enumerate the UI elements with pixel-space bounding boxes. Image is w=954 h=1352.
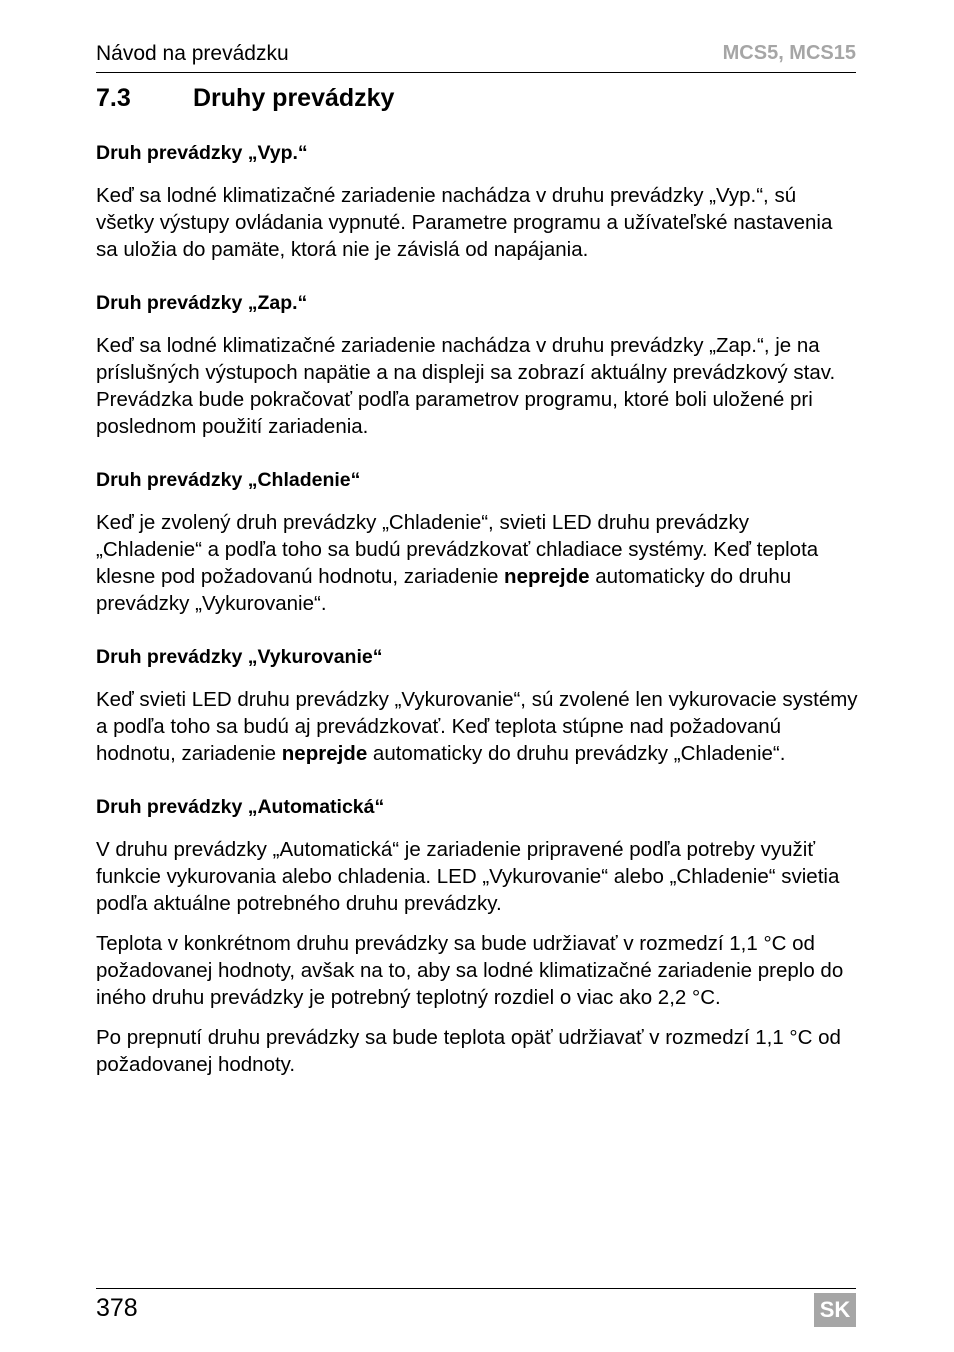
mode-paragraph: Po prepnutí druhu prevádzky sa bude teplota opäť udržiavať v rozmedzí 1,1 °C od požadovanej hodnoty. — [96, 1026, 841, 1076]
mode-paragraph — [96, 509, 858, 617]
page-number: 378 — [96, 1294, 138, 1322]
language-badge: SK — [814, 1293, 856, 1327]
page-content — [96, 84, 858, 1106]
emphasis-text: neprejde — [281, 742, 368, 765]
mode-block-on — [96, 291, 858, 440]
mode-block-cooling — [96, 468, 858, 617]
paragraph-text: automaticky do druhu prevádzky „Vykurovanie“. — [96, 565, 792, 615]
mode-block-heating — [96, 645, 858, 767]
emphasis-text: neprejde — [504, 565, 590, 588]
mode-paragraph: Keď sa lodné klimatizačné zariadenie nachádza v druhu prevádzky „Zap.“, je na príslušných výstupoch napätie a na displeji sa zobrazí aktuálny prevádzkový stav. Prevádzka bude pokračovať podľa parametrov programu, ktoré boli uložené pri poslednom použití zariadenia. — [96, 334, 836, 438]
mode-paragraph: Keď sa lodné klimatizačné zariadenie nachádza v druhu prevádzky „Vyp.“, sú všetky výstupy ovládania vypnuté. Parametre programu a užívateľské nastavenia sa uložia do pamäte, ktorá nie je závislá od napájania. — [96, 184, 833, 261]
mode-heading-automatic: Druh prevádzky „Automatická“ — [96, 796, 385, 818]
page-header — [96, 40, 856, 73]
section-number: 7.3 — [96, 84, 131, 112]
mode-heading-cooling: Druh prevádzky „Chladenie“ — [96, 469, 361, 491]
section-title-text: Druhy prevádzky — [193, 84, 395, 112]
header-model-names: MCS5, MCS15 — [722, 42, 856, 64]
mode-heading-heating: Druh prevádzky „Vykurovanie“ — [96, 646, 383, 668]
paragraph-text: Keď je zvolený druh prevádzky „Chladenie“, svieti LED druhu prevádzky „Chladenie“ a podľa toho sa budú prevádzkovať chladiace systémy. Keď teplota klesne pod požadovanú hodnotu, zariadenie — [96, 511, 819, 588]
page-footer — [96, 1288, 856, 1329]
mode-block-automatic — [96, 795, 858, 1078]
mode-heading-off: Druh prevádzky „Vyp.“ — [96, 142, 308, 164]
mode-heading-on: Druh prevádzky „Zap.“ — [96, 292, 308, 314]
paragraph-text: Keď svieti LED druhu prevádzky „Vykurovanie“, sú zvolené len vykurovacie systémy a podľa toho sa budú aj prevádzkovať. Keď teplota stúpne nad požadovanú hodnotu, zariadenie — [96, 688, 858, 765]
mode-paragraph — [96, 686, 858, 767]
mode-block-off — [96, 141, 858, 263]
mode-paragraph: V druhu prevádzky „Automatická“ je zariadenie pripravené podľa potreby využiť funkcie vykurovania alebo chladenia. LED „Vykurovanie“ alebo „Chladenie“ svietia podľa aktuálne potrebného druhu prevádzky. — [96, 838, 840, 915]
paragraph-text: automaticky do druhu prevádzky „Chladenie“. — [367, 742, 786, 765]
section-title — [96, 84, 858, 113]
mode-paragraph: Teplota v konkrétnom druhu prevádzky sa bude udržiavať v rozmedzí 1,1 °C od požadovanej hodnoty, avšak na to, aby sa lodné klimatizačné zariadenie preplo do iného druhu prevádzky je potrebný teplotný rozdiel o viac ako 2,2 °C. — [96, 932, 844, 1009]
header-manual-title: Návod na prevádzku — [96, 42, 289, 65]
